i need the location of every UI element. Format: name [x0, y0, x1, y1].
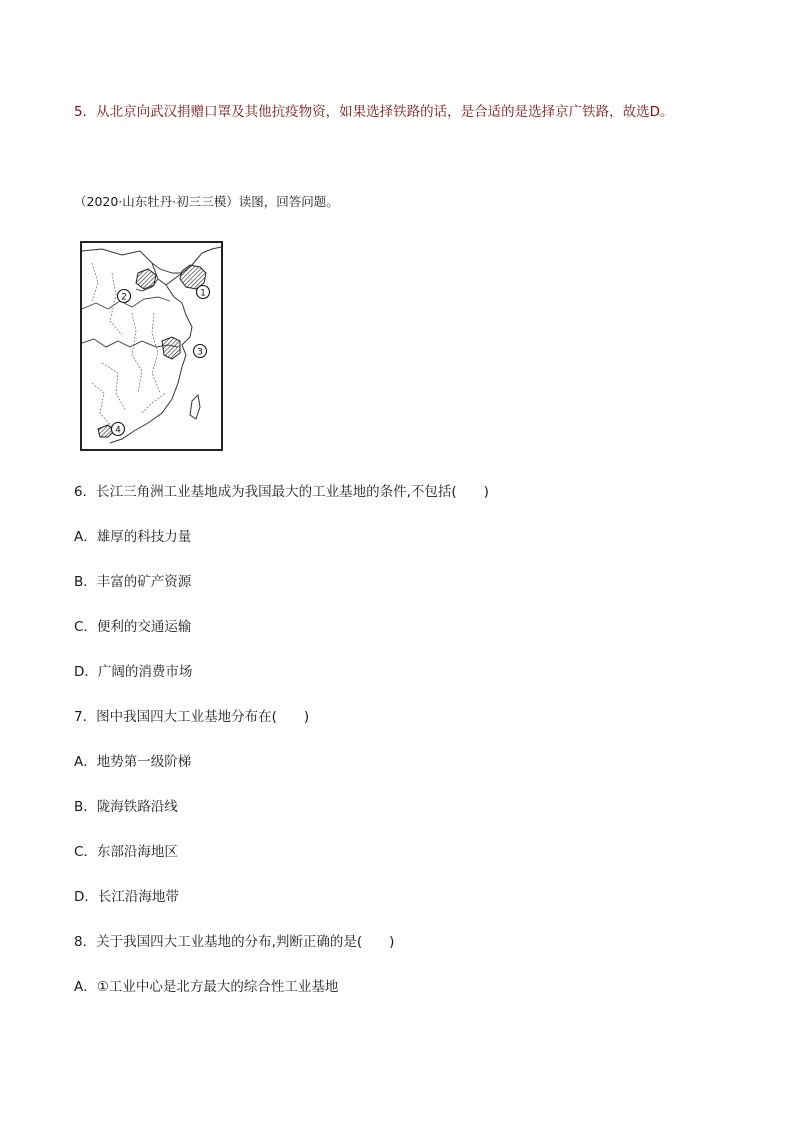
question-7-stem: 7．图中我国四大工业基地分布在( ): [74, 709, 310, 725]
question-6-option-d: D．广阔的消费市场: [74, 664, 193, 680]
map-marker-2: 2: [121, 292, 127, 303]
answer-explanation: 5．从北京向武汉捐赠口罩及其他抗疫物资，如果选择铁路的话，是合适的是选择京广铁路，故选D。: [74, 104, 674, 120]
question-7-option-a: A．地势第一级阶梯: [74, 754, 192, 770]
question-7-option-b: B．陇海铁路沿线: [74, 799, 178, 815]
question-6-stem: 6．长江三角洲工业基地成为我国最大的工业基地的条件,不包括( ): [74, 484, 489, 500]
question-6-option-c: C．便利的交通运输: [74, 619, 192, 635]
map-drawing: [82, 243, 221, 449]
map-marker-4: 4: [115, 425, 121, 436]
industrial-base-map: [80, 241, 223, 451]
question-7-option-c: C．东部沿海地区: [74, 844, 178, 860]
question-source-note: （2020·山东牡丹·初三三模）读图，回答问题。: [74, 194, 339, 209]
question-8-stem: 8．关于我国四大工业基地的分布,判断正确的是( ): [74, 934, 395, 950]
question-8-option-a: A．①工业中心是北方最大的综合性工业基地: [74, 979, 339, 995]
base-area-3: [162, 337, 180, 359]
map-marker-1: 1: [200, 288, 206, 299]
taiwan-island: [190, 395, 200, 419]
question-7-option-d: D．长江沿海地带: [74, 889, 179, 905]
question-6-option-b: B．丰富的矿产资源: [74, 574, 192, 590]
question-6-option-a: A．雄厚的科技力量: [74, 529, 192, 545]
map-marker-3: 3: [197, 347, 203, 358]
